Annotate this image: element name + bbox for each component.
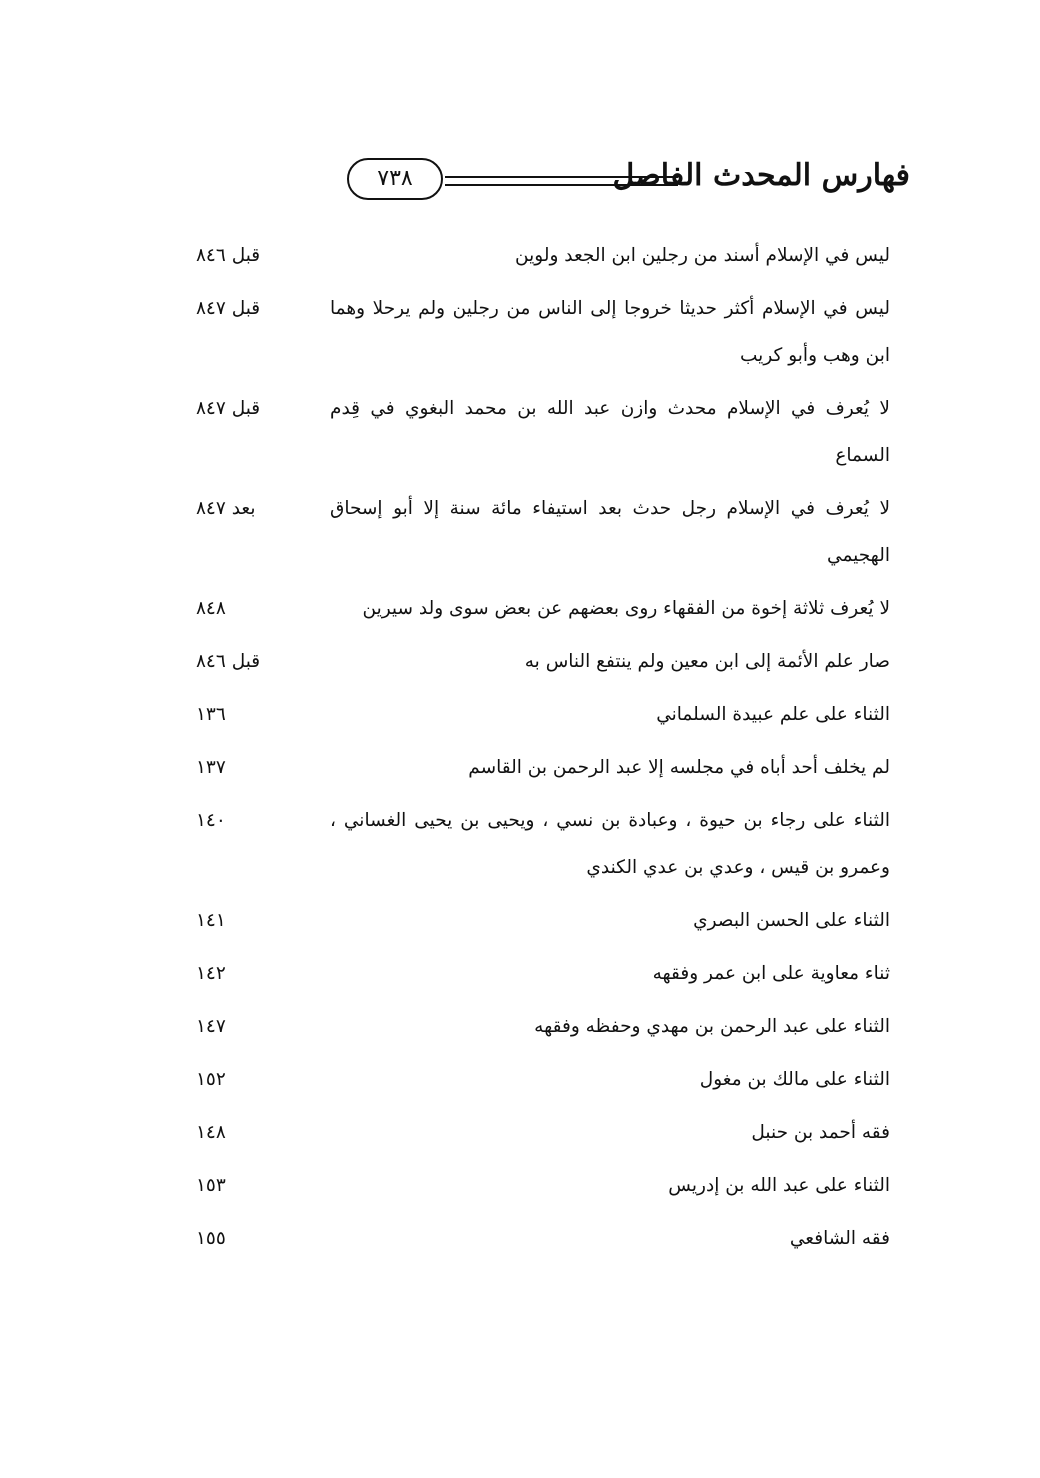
entry-text: الثناء على علم عبيدة السلماني <box>656 704 890 725</box>
entry-text: لا يُعرف في الإسلام رجل حدث بعد استيفاء مائة سنة إلا أبو إسحاق الهجيمي <box>330 498 890 566</box>
entry-page-ref: ١٥٢ <box>196 1069 226 1090</box>
entry-text: ثناء معاوية على ابن عمر وفقهه <box>652 963 890 984</box>
entry-text: لا يُعرف ثلاثة إخوة من الفقهاء روى بعضهم عن بعض سوى ولد سيرين <box>362 598 890 619</box>
entry-text: فقه الشافعي <box>789 1228 890 1249</box>
entry-text: لم يخلف أحد أباه في مجلسه إلا عبد الرحمن بن القاسم <box>468 757 890 778</box>
entry-text: الثناء على الحسن البصري <box>693 910 890 931</box>
entry-text: الثناء على مالك بن مغول <box>699 1069 890 1090</box>
entry-page-ref: قبل ٨٤٧ <box>196 298 261 319</box>
entry-page-ref: ١٤١ <box>196 910 226 931</box>
index-entry-list <box>190 232 890 1268</box>
index-entry <box>190 1109 890 1156</box>
index-entry <box>190 285 890 379</box>
entry-text: الثناء على رجاء بن حيوة ، وعبادة بن نسي ، ويحيى بن يحيى الغساني ، وعمرو بن قيس ، وعدي بن عدي الكندي <box>330 810 890 878</box>
index-entry <box>190 797 890 891</box>
entry-page-ref: ١٣٧ <box>196 757 226 778</box>
page-number-badge: ٧٣٨ <box>347 158 443 200</box>
entry-page-ref: ١٥٥ <box>196 1228 226 1249</box>
entry-page-ref: ١٤٨ <box>196 1122 226 1143</box>
index-entry <box>190 638 890 685</box>
index-entry <box>190 585 890 632</box>
index-entry <box>190 897 890 944</box>
page-header <box>120 152 910 216</box>
entry-page-ref: ١٣٦ <box>196 704 226 725</box>
entry-page-ref: قبل ٨٤٦ <box>196 651 261 672</box>
header-double-rule <box>445 176 678 186</box>
index-entry <box>190 950 890 997</box>
entry-page-ref: ٨٤٨ <box>196 598 226 619</box>
entry-page-ref: ١٤٠ <box>196 810 226 831</box>
index-entry <box>190 744 890 791</box>
index-entry <box>190 1162 890 1209</box>
entry-text: ليس في الإسلام أكثر حديثا خروجا إلى الناس من رجلين ولم يرحلا وهما ابن وهب وأبو كريب <box>330 298 890 366</box>
index-entry <box>190 385 890 479</box>
entry-text: ليس في الإسلام أسند من رجلين ابن الجعد ولوين <box>515 245 890 266</box>
entry-page-ref: ١٤٧ <box>196 1016 226 1037</box>
entry-text: لا يُعرف في الإسلام محدث وازن عبد الله بن محمد البغوي في قِدم السماع <box>330 398 890 466</box>
index-entry <box>190 485 890 579</box>
index-entry <box>190 1215 890 1262</box>
entry-text: الثناء على عبد الله بن إدريس <box>668 1175 890 1196</box>
running-title: فهارس المحدث الفاصل <box>612 158 910 193</box>
entry-text: فقه أحمد بن حنبل <box>751 1122 890 1143</box>
index-entry <box>190 232 890 279</box>
entry-page-ref: قبل ٨٤٦ <box>196 245 261 266</box>
entry-text: الثناء على عبد الرحمن بن مهدي وحفظه وفقهه <box>534 1016 890 1037</box>
entry-page-ref: ١٥٣ <box>196 1175 226 1196</box>
index-entry <box>190 1003 890 1050</box>
index-entry <box>190 691 890 738</box>
entry-page-ref: ١٤٢ <box>196 963 226 984</box>
entry-page-ref: قبل ٨٤٧ <box>196 398 261 419</box>
entry-text: صار علم الأئمة إلى ابن معين ولم ينتفع الناس به <box>524 651 890 672</box>
entry-page-ref: بعد ٨٤٧ <box>196 498 256 519</box>
index-entry <box>190 1056 890 1103</box>
